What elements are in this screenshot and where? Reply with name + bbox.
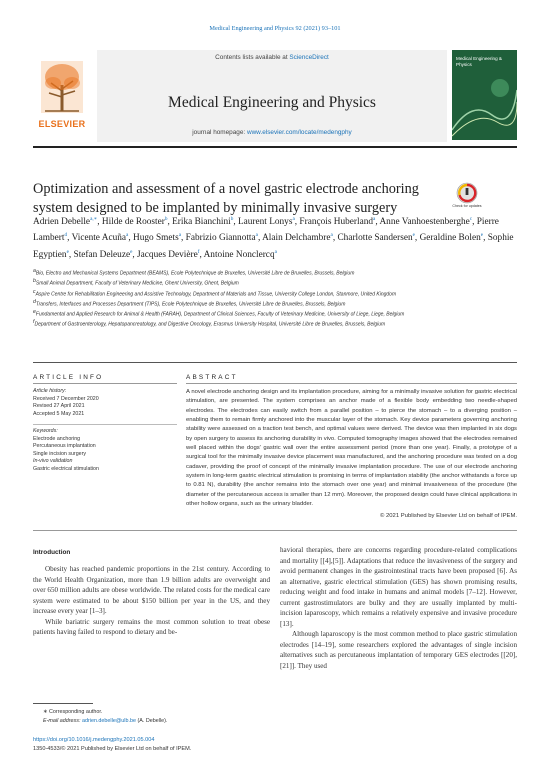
elsevier-tree-icon xyxy=(41,61,83,113)
affiliation-list xyxy=(33,268,517,330)
elsevier-logo[interactable] xyxy=(33,57,91,136)
author-affiliation-marker[interactable]: e xyxy=(480,232,484,239)
affiliation-text: Bio, Electro and Mechanical Systems Department (BEAMS), Ecole Polytechnique de Bruxelles, Université Libre de Bruxelles, Brussels, Belgium xyxy=(35,270,355,277)
affiliation-text: Aspire Centre for Rehabilitation Engineering and Assistive Technology, Department of Materials and Tissue, University College London, Stanmore, United Kingdom xyxy=(35,291,397,298)
front-matter-rule xyxy=(33,362,517,363)
affiliation-item xyxy=(33,289,517,299)
corresponding-footnote xyxy=(33,708,273,725)
revised-date: Revised 27 April 2021 xyxy=(33,403,85,410)
keyword: Electrode anchoring xyxy=(33,435,81,442)
author-name[interactable] xyxy=(102,217,168,227)
header-rule xyxy=(33,146,517,148)
journal-title: Medical Engineering and Physics xyxy=(168,94,376,111)
affiliation-item xyxy=(33,319,517,329)
journal-cover-thumbnail[interactable] xyxy=(452,50,517,140)
author-name[interactable] xyxy=(172,217,233,227)
check-updates-label: Check for updates xyxy=(452,204,482,208)
article-info-rule xyxy=(33,383,177,384)
author-name[interactable] xyxy=(299,217,375,227)
author-name[interactable] xyxy=(337,233,414,243)
author-name-text: Adrien Debelle xyxy=(33,217,91,228)
keywords-block xyxy=(33,428,177,474)
affiliation-marker: f xyxy=(33,319,35,326)
cover-title: Medical Engineering & Physics xyxy=(456,56,502,67)
author-name[interactable] xyxy=(204,250,277,260)
keyword: In-vivo validation xyxy=(33,458,73,465)
cover-art-icon xyxy=(452,70,517,140)
author-name-text: Charlotte Sandersen xyxy=(337,233,413,244)
author-affiliation-marker[interactable]: e xyxy=(66,248,69,255)
author-affiliation-marker[interactable]: a xyxy=(373,216,376,222)
author-name[interactable] xyxy=(379,217,472,227)
email-line xyxy=(33,717,273,726)
author-name[interactable] xyxy=(420,233,484,243)
keyword: Percutaneous implantation xyxy=(33,443,96,450)
homepage-prefix: journal homepage: xyxy=(192,129,247,136)
abstract-heading: ABSTRACT xyxy=(186,374,238,381)
author-name[interactable] xyxy=(133,233,181,243)
doi-link[interactable]: https://doi.org/10.1016/j.medengphy.2021.05.004 xyxy=(33,737,155,743)
homepage-line xyxy=(97,129,447,136)
email-link[interactable]: adrien.debelle@ulb.be xyxy=(81,717,136,724)
issn-line: 1350-4533/© 2021 Published by Elsevier Ltd on behalf of IPEM. xyxy=(33,746,192,752)
author-affiliation-marker[interactable]: a xyxy=(274,248,277,255)
keyword: Gastric electrical stimulation xyxy=(33,465,99,472)
abstract-text: A novel electrode anchoring design and its implantation procedure, aiming for a minimally invasive solution for gastric electrical stimulation, are presented. The system comprises an anchor made of a flexible body embedding two needle-shaped electrodes. The electrodes can easily switch from a parallel position – to pierce the stomach – to a diverging position – enabling them to remain firmly anchored into the muscular layer of the stomach. Key device parameters governing anchoring stability were assessed on a traction test bench, and optimal values were derived. The device was then implanted in six dogs by open surgery to assess its anchoring durability in vivo. Computed tomography images showed that the electrodes remained well placed within the dogs' gastric wall over the entire assessment period (more than one year). Finally, a prototype of a surgical tool for the minimally invasive device placement was manufactured, and the anchoring procedure was tested on a dog cadaver, providing the proof of concept of the minimally invasive implantation procedure. The use of our electrode anchoring system in long-term gastric electrical stimulation is promising in terms of implantation stability (the anchor withstands a force up to 0.81 N), durability (the anchor remains into the stomach over one year) and minimal invasiveness of the procedure (the diameter of the percutaneous access is smaller than 12 mm). Moreover, the proposed design could have clinical applications in other hollow organs, such as the urinary bladder. xyxy=(186,389,517,508)
author-name-text: Vicente Acuña xyxy=(71,233,127,244)
homepage-link[interactable]: www.elsevier.com/locate/medengphy xyxy=(246,129,352,136)
author-affiliation-marker[interactable]: a xyxy=(330,232,333,239)
affiliation-marker: b xyxy=(33,278,36,285)
author-name-text: François Huberland xyxy=(299,217,374,228)
author-name-text: Sophie Egyptien xyxy=(33,233,514,260)
author-name[interactable] xyxy=(238,217,295,227)
paragraph: While bariatric surgery remains the most common solution to treat obese patients having failed to respond to dietary and be- xyxy=(33,617,270,636)
keywords-rule xyxy=(33,424,177,425)
article-title: Optimization and assessment of a novel gastric electrode anchoring system designed to be implanted by minimally invasive surgery xyxy=(33,181,419,216)
elsevier-wordmark: ELSEVIER xyxy=(38,119,86,129)
check-updates-icon xyxy=(454,182,480,216)
author-affiliation-marker[interactable]: e xyxy=(412,232,415,239)
introduction-heading: Introduction xyxy=(33,549,71,556)
paragraph: havioral therapies, there are concerns regarding procedure-related complications and mortality [[4],[5]]. Adaptations that reduce the invasiveness of the surgery and avoid permanent changes in the gastrointestinal tracts have been proposed [6]. As an alternative, gastric electrical stimulation (GES) has shown promising results, reducing weight and food intake in humans and animal models [7–12]. However, current gastrostimulators are bulky and they are usually implanted by multi-incision laparoscopy, which remains a relatively expensive and invasive procedure [13]. xyxy=(280,546,517,628)
accepted-date: Accepted 5 May 2021 xyxy=(33,410,85,417)
affiliation-marker: d xyxy=(33,298,36,305)
affiliation-marker: e xyxy=(33,309,36,315)
author-affiliation-marker[interactable]: a xyxy=(126,232,129,239)
affiliation-item xyxy=(33,299,517,309)
affiliation-marker: c xyxy=(33,288,36,295)
author-name-text: Pierre Lambert xyxy=(33,217,499,244)
author-affiliation-marker[interactable]: f xyxy=(197,248,200,255)
author-name-text: Hugo Smets xyxy=(132,233,179,244)
article-history xyxy=(33,388,177,418)
body-column-right xyxy=(280,545,517,671)
affiliation-item xyxy=(33,278,517,288)
author-name-text: Fabrizio Giannotta xyxy=(185,233,256,244)
email-suffix: (A. Debelle). xyxy=(135,717,168,724)
received-date: Received 7 December 2020 xyxy=(33,395,99,402)
author-name-text: Alain Delchambre xyxy=(262,233,331,244)
check-for-updates-badge[interactable] xyxy=(454,182,480,216)
author-affiliation-marker[interactable]: a xyxy=(178,232,182,239)
author-affiliation-marker[interactable]: b xyxy=(230,216,234,222)
author-name[interactable] xyxy=(33,217,97,227)
author-name-text: Laurent Lonys xyxy=(237,217,293,228)
corresponding-author-label: ∗ Corresponding author. xyxy=(43,709,103,715)
email-label: E-mail address: xyxy=(43,717,82,724)
sciencedirect-link[interactable]: ScienceDirect xyxy=(289,54,329,61)
paragraph: Although laparoscopy is the most common method to place gastric stimulation electrodes [14–19], some researchers explored the advantages of single incision alternatives such as percutaneous implantation of temporary GES electrodes [[20],[21]]. They used xyxy=(280,630,517,670)
author-list: Adrien Debelle$^{a,∗}$, Hilde de Rooster$^b$, Erika Bianchini$^b$, Laurent Lonys$^a$, François Huberland$^a$, Anne Vanhoestenberghe$^c$, Pierre Lambert$^d$, Vicente Acuña$^a$, Hugo Smets$^a$, Fabrizio Giannotta$^a$, Alain Delchambre$^a$, Charlotte Sandersen$^e$, Geraldine Bolen$^e$, Sophie Egyptien$^e$, Stefan Deleuze$^e$, Jacques Devière$^f$, Antoine Nonclercq$^a$ xyxy=(33,216,514,260)
author-affiliation-marker[interactable]: d xyxy=(64,232,68,239)
body-column-left xyxy=(33,564,270,638)
author-affiliation-marker[interactable]: b xyxy=(164,216,168,222)
author-affiliation-marker[interactable]: a xyxy=(292,216,295,222)
author-name[interactable] xyxy=(72,233,129,243)
paragraph: Obesity has reached pandemic proportions in the 21st century. According to the World Health Organization, more than 1.9 billion adults are overweight and over 650 million adults are obese worldwide. The related costs for the medical care system were estimated to be about $150 billion per year in the US, and they increase every year [1–3]. xyxy=(33,565,270,615)
contents-line xyxy=(97,54,447,61)
affiliation-text: Fundamental and Applied Research for Animal & Health (FARAH), Department of Clinical Sciences, Faculty of Veterinary Medicine, University of Liege, Liege, Belgium xyxy=(35,311,405,318)
author-name[interactable] xyxy=(74,250,133,260)
abstract-bottom-rule xyxy=(33,530,517,531)
keyword: Single incision surgery xyxy=(33,450,86,457)
affiliation-item xyxy=(33,268,517,278)
affiliation-text: Transfers, Interfaces and Processes Department (TIPS), Ecole Polytechnique de Bruxelles, Université Libre de Bruxelles, Brussels, Belgium xyxy=(35,301,346,308)
history-label: Article history: xyxy=(33,388,67,394)
author-name-text: Stefan Deleuze xyxy=(73,249,131,260)
author-affiliation-marker[interactable]: e xyxy=(130,248,133,255)
author-name[interactable] xyxy=(137,250,199,260)
contents-prefix: Contents lists available at xyxy=(215,54,290,61)
keywords-label: Keywords: xyxy=(33,428,58,434)
abstract-rule xyxy=(186,383,517,384)
author-name-text: Jacques Devière xyxy=(137,249,198,260)
affiliation-text: Department of Gastroenterology, Hepatopancreatology, and Digestive Oncology, Erasmus University Hospital, Université Libre de Bruxelles, Brussels, Belgium xyxy=(34,321,386,328)
author-name-text: Erika Bianchini xyxy=(172,217,231,228)
affiliation-item xyxy=(33,309,517,319)
author-name-text: Anne Vanhoestenberghe xyxy=(379,217,470,228)
author-name[interactable] xyxy=(186,233,258,243)
author-affiliation-marker[interactable]: a,∗ xyxy=(90,216,98,222)
article-info-heading: ARTICLE INFO xyxy=(33,374,104,381)
copyright-notice: © 2021 Published by Elsevier Ltd on behalf of IPEM. xyxy=(380,513,517,519)
author-name-text: Antoine Nonclercq xyxy=(203,249,275,260)
author-affiliation-marker[interactable]: a xyxy=(255,232,258,239)
author-affiliation-marker[interactable]: c xyxy=(469,216,473,222)
affiliation-marker: a xyxy=(33,268,36,274)
journal-reference[interactable]: Medical Engineering and Physics 92 (2021) 93–101 xyxy=(209,25,341,32)
author-name[interactable] xyxy=(262,233,333,243)
affiliation-text: Small Animal Department, Faculty of Veterinary Medicine, Ghent University, Ghent, Belgium xyxy=(35,280,239,287)
author-name-text: Hilde de Rooster xyxy=(101,217,165,228)
footnote-rule xyxy=(33,703,93,704)
author-name-text: Geraldine Bolen xyxy=(419,233,481,244)
